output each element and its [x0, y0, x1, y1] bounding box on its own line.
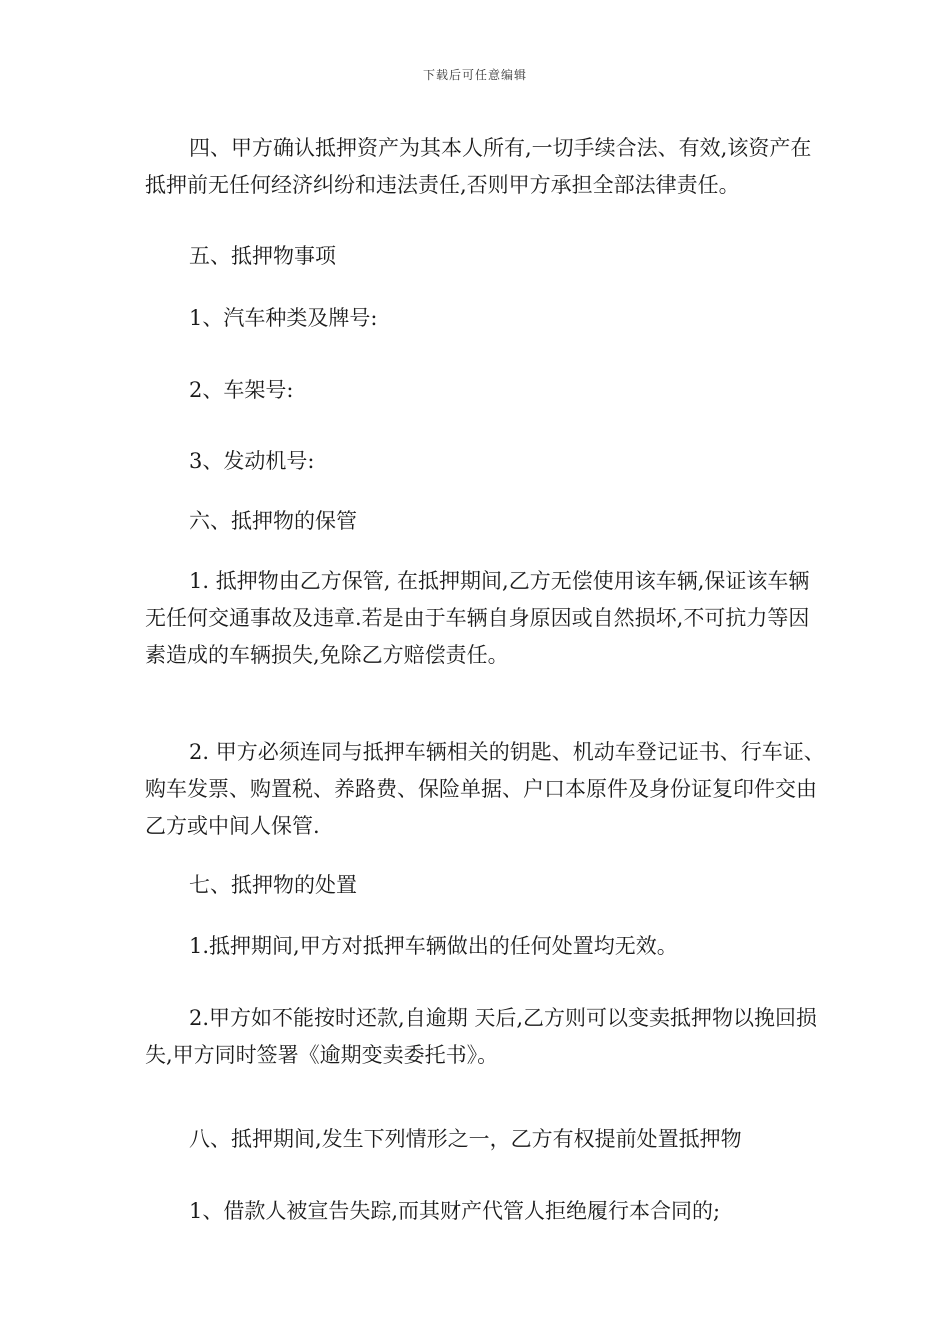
section-heading-disposal: 七、抵押物的处置	[189, 873, 357, 897]
paragraph-custody-1: 1. 抵押物由乙方保管, 在抵押期间,乙方无偿使用该车辆,保证该车辆无任何交通事故及违章.若是由于车辆自身原因或自然损坏,不可抗力等因素造成的车辆损失,免除乙方赔偿责任。	[145, 569, 810, 667]
page-header: 下载后可任意编辑	[422, 68, 527, 82]
section-heading-collateral-items: 五、抵押物事项	[189, 244, 336, 268]
paragraph-disposal-2: 2.甲方如不能按时还款,自逾期 天后,乙方则可以变卖抵押物以挽回损失,甲方同时签署《逾期变卖委托书》。	[145, 1006, 818, 1067]
section-heading-custody: 六、抵押物的保管	[189, 509, 357, 533]
item-engine-number: 3、发动机号:	[189, 449, 315, 473]
paragraph-custody-2: 2. 甲方必须连同与抵押车辆相关的钥匙、机动车登记证书、行车证、购车发票、购置税、养路费、保险单据、户口本原件及身份证复印件交由乙方或中间人保管.	[145, 740, 825, 838]
item-frame-number: 2、车架号:	[189, 378, 294, 402]
item-car-type-plate: 1、汽车种类及牌号:	[189, 306, 378, 330]
paragraph-asset-ownership: 四、甲方确认抵押资产为其本人所有,一切手续合法、有效,该资产在抵押前无任何经济纠纷和违法责任,否则甲方承担全部法律责任。	[145, 136, 812, 197]
paragraph-disposal-1: 1.抵押期间,甲方对抵押车辆做出的任何处置均无效。	[189, 934, 678, 958]
section-heading-early-disposal: 八、抵押期间,发生下列情形之一，乙方有权提前处置抵押物	[189, 1127, 742, 1151]
item-borrower-missing: 1、借款人被宣告失踪,而其财产代管人拒绝履行本合同的;	[189, 1199, 721, 1223]
